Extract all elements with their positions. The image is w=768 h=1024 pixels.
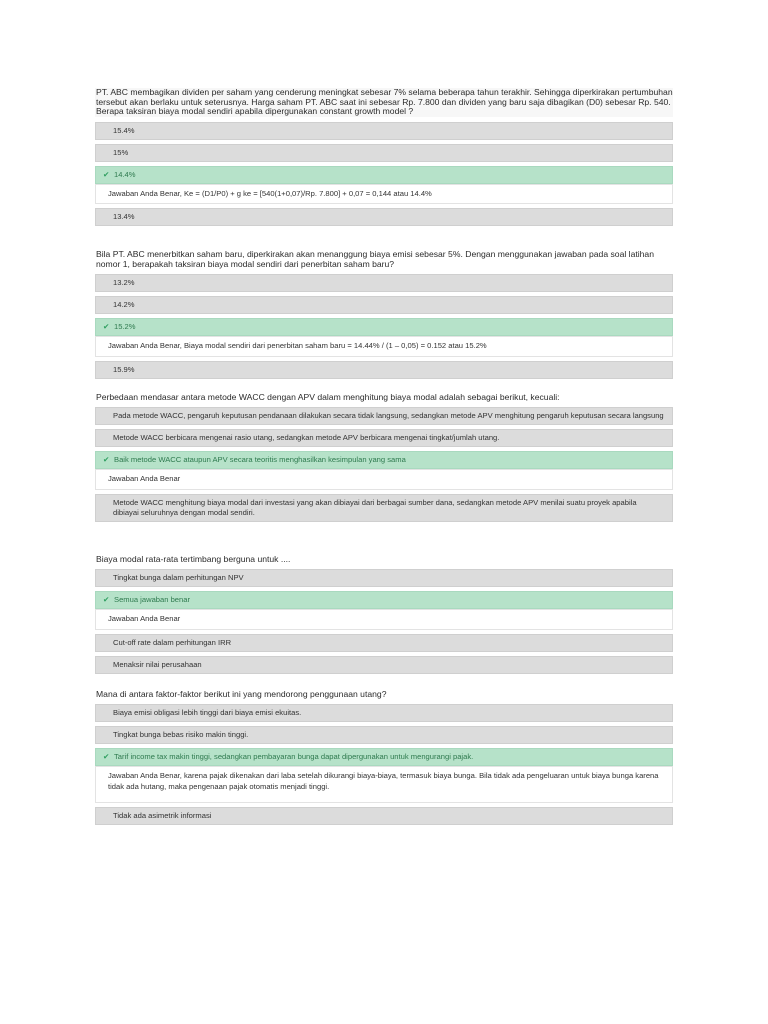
answer-option-label: 14.4% [114,169,136,179]
answer-option[interactable]: Tingkat bunga dalam perhitungan NPV [95,569,673,587]
check-icon: ✔ [103,169,110,179]
answer-explanation: Jawaban Anda Benar, Ke = (D1/P0) + g ke = [540(1+0,07)/Rp. 7.800] + 0,07 = 0,144 atau 14.4% [95,184,673,205]
question-1 [95,88,673,230]
question-text: Biaya modal rata-rata tertimbang berguna untuk .... [96,554,291,564]
answer-option[interactable]: 13.2% [95,274,673,292]
answer-option-label: Baik metode WACC ataupun APV secara teoritis menghasilkan kesimpulan yang sama [114,455,406,464]
answer-option[interactable]: Metode WACC berbicara mengenai rasio utang, sedangkan metode APV berbicara mengenai tingkat/jumlah utang. [95,429,673,447]
question-4 [95,554,673,678]
answer-option-label: Semua jawaban benar [114,595,190,604]
answer-option[interactable]: 13.4% [95,208,673,226]
answer-option-correct[interactable] [95,166,673,184]
check-icon: ✔ [103,322,110,331]
answer-explanation: Jawaban Anda Benar [95,469,673,490]
question-text: Bila PT. ABC menerbitkan saham baru, diperkirakan akan menanggung biaya emisi sebesar 5%. Dengan menggunakan jawaban pada soal latihan nomor 1, berapakah taksiran biaya modal sendiri dari penerbitan saham baru? [96,249,654,269]
answer-option-correct[interactable] [95,591,673,609]
answer-option-correct[interactable] [95,748,673,766]
answer-option-label: 15.2% [114,322,136,331]
question-5 [95,689,673,829]
answer-option[interactable]: 15.4% [95,122,673,140]
answer-option[interactable]: Biaya emisi obligasi lebih tinggi dari biaya emisi ekuitas. [95,704,673,722]
question-text: Perbedaan mendasar antara metode WACC dengan APV dalam menghitung biaya modal adalah sebagai berikut, kecuali: [96,392,560,402]
answer-option-label: Tarif income tax makin tinggi, sedangkan pembayaran bunga dapat dipergunakan untuk mengurangi pajak. [114,752,474,761]
answer-option[interactable]: 15% [95,144,673,162]
check-icon: ✔ [103,455,110,464]
question-text: PT. ABC membagikan dividen per saham yang cenderung meningkat sebesar 7% selama beberapa tahun terakhir. Sehingga diperkirakan pertumbuhan tersebut akan berlaku untuk seterusnya. Harga saham PT. ABC saat ini sebesar Rp. 7.800 dan dividen yang baru saja dibagikan (D0) sebesar Rp. 540. Berapa taksiran biaya modal sendiri apabila dipergunakan constant growth model ? [96,87,673,116]
answer-option[interactable]: Tingkat bunga bebas risiko makin tinggi. [95,726,673,744]
answer-explanation: Jawaban Anda Benar, karena pajak dikenakan dari laba setelah dikurangi biaya-biaya, termasuk biaya bunga. Bila tidak ada pengeluaran untuk biaya bunga karena tidak ada hutang, maka pengenaan pajak otomatis menjadi tinggi. [95,766,673,803]
answer-option[interactable]: 15.9% [95,361,673,379]
answer-explanation: Jawaban Anda Benar [95,609,673,630]
answer-option[interactable]: Pada metode WACC, pengaruh keputusan pendanaan dilakukan secara tidak langsung, sedangkan metode APV menghitung pengaruh keputusan secara langsung [95,407,673,425]
answer-option[interactable]: Metode WACC menghitung biaya modal dari investasi yang akan dibiayai dari berbagai sumber dana, sedangkan metode APV menilai suatu proyek apabila dibiayai seluruhnya dengan modal sendiri. [95,494,673,522]
answer-option[interactable]: 14.2% [95,296,673,314]
question-2 [95,250,673,383]
question-3 [95,392,673,526]
answer-option[interactable]: Menaksir nilai perusahaan [95,656,673,674]
question-text: Mana di antara faktor-faktor berikut ini yang mendorong penggunaan utang? [96,689,387,699]
check-icon: ✔ [103,595,110,604]
answer-option-correct[interactable] [95,451,673,469]
answer-option[interactable]: Tidak ada asimetrik informasi [95,807,673,825]
answer-option[interactable]: Cut-off rate dalam perhitungan IRR [95,634,673,652]
answer-option-correct[interactable] [95,318,673,336]
check-icon: ✔ [103,752,110,761]
answer-explanation: Jawaban Anda Benar, Biaya modal sendiri dari penerbitan saham baru = 14.44% / (1 – 0,05) = 0.152 atau 15.2% [95,336,673,357]
